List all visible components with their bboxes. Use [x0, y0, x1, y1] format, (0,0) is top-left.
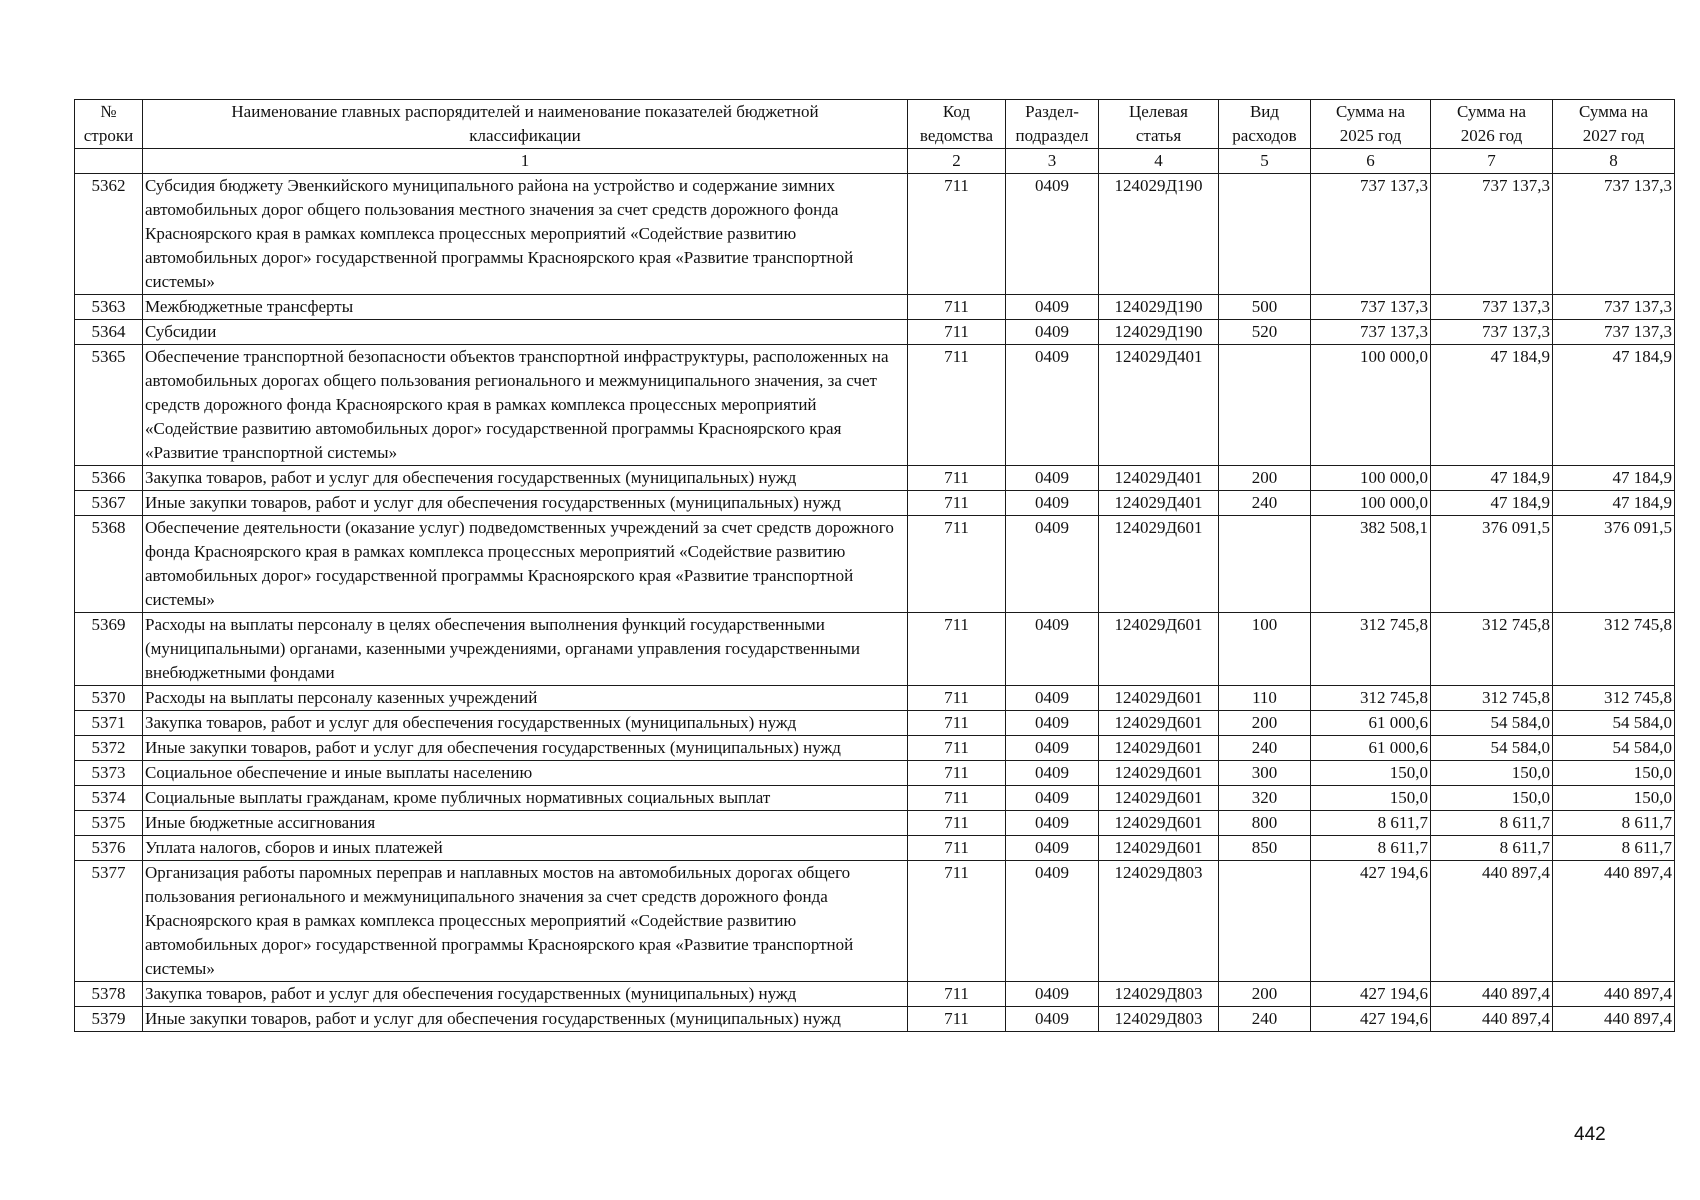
- row-sum-2027-cell: 8 611,7: [1553, 836, 1675, 861]
- table-row: [75, 982, 1675, 1007]
- row-dept-code-cell: 711: [908, 491, 1006, 516]
- row-dept-code-cell: 711: [908, 466, 1006, 491]
- row-sum-2025-cell: 427 194,6: [1311, 1007, 1431, 1032]
- row-number-cell: 5370: [75, 686, 143, 711]
- row-sum-2025-cell: 100 000,0: [1311, 345, 1431, 466]
- row-dept-code-cell: 711: [908, 786, 1006, 811]
- row-dept-code-cell: 711: [908, 711, 1006, 736]
- row-sum-2026-cell: 150,0: [1431, 761, 1553, 786]
- row-section-cell: 0409: [1006, 1007, 1099, 1032]
- row-sum-2027-cell: 376 091,5: [1553, 516, 1675, 613]
- row-expense-type-cell: [1219, 516, 1311, 613]
- row-sum-2025-cell: 737 137,3: [1311, 320, 1431, 345]
- row-sum-2025-cell: 312 745,8: [1311, 613, 1431, 686]
- row-sum-2026-cell: 8 611,7: [1431, 811, 1553, 836]
- row-section-cell: 0409: [1006, 736, 1099, 761]
- row-expense-type-cell: 100: [1219, 613, 1311, 686]
- row-name-cell: Субсидии: [143, 320, 908, 345]
- row-number-cell: 5369: [75, 613, 143, 686]
- header-target: Целевая статья: [1099, 100, 1219, 149]
- row-sum-2027-cell: 440 897,4: [1553, 982, 1675, 1007]
- row-target-cell: 124029Д803: [1099, 1007, 1219, 1032]
- row-target-cell: 124029Д601: [1099, 686, 1219, 711]
- table-row: [75, 320, 1675, 345]
- row-number-cell: 5366: [75, 466, 143, 491]
- table-row: [75, 786, 1675, 811]
- row-name-cell: Социальное обеспечение и иные выплаты населению: [143, 761, 908, 786]
- row-sum-2026-cell: 47 184,9: [1431, 491, 1553, 516]
- row-number-cell: 5364: [75, 320, 143, 345]
- table-row: [75, 516, 1675, 613]
- row-name-cell: Обеспечение деятельности (оказание услуг) подведомственных учреждений за счет средств дорожного фонда Красноярского края в рамках комплекса процессных мероприятий «Содействие развитию автомобильных дорог» государственной программы Красноярского края «Развитие транспортной системы»: [143, 516, 908, 613]
- row-sum-2027-cell: 737 137,3: [1553, 320, 1675, 345]
- column-index-2: 2: [908, 149, 1006, 174]
- row-sum-2026-cell: 312 745,8: [1431, 613, 1553, 686]
- row-target-cell: 124029Д190: [1099, 320, 1219, 345]
- row-target-cell: 124029Д601: [1099, 711, 1219, 736]
- row-number-cell: 5378: [75, 982, 143, 1007]
- row-expense-type-cell: 200: [1219, 711, 1311, 736]
- column-index-8: 8: [1553, 149, 1675, 174]
- table-row: [75, 466, 1675, 491]
- row-section-cell: 0409: [1006, 613, 1099, 686]
- row-expense-type-cell: 240: [1219, 491, 1311, 516]
- budget-table: [74, 99, 1675, 1032]
- header-dept-code: Код ведомства: [908, 100, 1006, 149]
- row-sum-2026-cell: 376 091,5: [1431, 516, 1553, 613]
- header-sum-2025: Сумма на 2025 год: [1311, 100, 1431, 149]
- row-section-cell: 0409: [1006, 466, 1099, 491]
- row-name-cell: Межбюджетные трансферты: [143, 295, 908, 320]
- row-number-cell: 5367: [75, 491, 143, 516]
- header-sum-2027: Сумма на 2027 год: [1553, 100, 1675, 149]
- row-sum-2026-cell: 737 137,3: [1431, 174, 1553, 295]
- row-target-cell: 124029Д190: [1099, 174, 1219, 295]
- row-expense-type-cell: 850: [1219, 836, 1311, 861]
- table-row: [75, 1007, 1675, 1032]
- row-dept-code-cell: 711: [908, 836, 1006, 861]
- row-sum-2025-cell: 382 508,1: [1311, 516, 1431, 613]
- row-sum-2026-cell: 312 745,8: [1431, 686, 1553, 711]
- table-row: [75, 295, 1675, 320]
- table-row: [75, 861, 1675, 982]
- row-name-cell: Иные закупки товаров, работ и услуг для обеспечения государственных (муниципальных) нужд: [143, 1007, 908, 1032]
- row-sum-2026-cell: 440 897,4: [1431, 982, 1553, 1007]
- row-section-cell: 0409: [1006, 295, 1099, 320]
- row-name-cell: Расходы на выплаты персоналу в целях обеспечения выполнения функций государственными (муниципальными) органами, казенными учреждениями, органами управления государственными внебюджетными фондами: [143, 613, 908, 686]
- row-expense-type-cell: 500: [1219, 295, 1311, 320]
- row-sum-2025-cell: 427 194,6: [1311, 982, 1431, 1007]
- row-target-cell: 124029Д401: [1099, 466, 1219, 491]
- row-number-cell: 5371: [75, 711, 143, 736]
- row-sum-2027-cell: 47 184,9: [1553, 466, 1675, 491]
- row-expense-type-cell: 240: [1219, 736, 1311, 761]
- row-dept-code-cell: 711: [908, 982, 1006, 1007]
- row-dept-code-cell: 711: [908, 516, 1006, 613]
- row-section-cell: 0409: [1006, 491, 1099, 516]
- row-sum-2027-cell: 47 184,9: [1553, 345, 1675, 466]
- row-sum-2027-cell: 54 584,0: [1553, 711, 1675, 736]
- row-sum-2025-cell: 61 000,6: [1311, 711, 1431, 736]
- row-name-cell: Организация работы паромных переправ и наплавных мостов на автомобильных дорогах общего пользования регионального и межмуниципального значения за счет средств дорожного фонда Красноярского края в рамках комплекса процессных мероприятий «Содействие развитию автомобильных дорог» государственной программы Красноярского края «Развитие транспортной системы»: [143, 861, 908, 982]
- row-name-cell: Иные закупки товаров, работ и услуг для обеспечения государственных (муниципальных) нужд: [143, 736, 908, 761]
- row-name-cell: Закупка товаров, работ и услуг для обеспечения государственных (муниципальных) нужд: [143, 711, 908, 736]
- row-sum-2026-cell: 737 137,3: [1431, 295, 1553, 320]
- row-sum-2027-cell: 8 611,7: [1553, 811, 1675, 836]
- row-section-cell: 0409: [1006, 711, 1099, 736]
- row-dept-code-cell: 711: [908, 686, 1006, 711]
- header-sum-2026: Сумма на 2026 год: [1431, 100, 1553, 149]
- row-dept-code-cell: 711: [908, 345, 1006, 466]
- row-number-cell: 5368: [75, 516, 143, 613]
- table-row: [75, 345, 1675, 466]
- row-sum-2026-cell: 8 611,7: [1431, 836, 1553, 861]
- row-target-cell: 124029Д601: [1099, 613, 1219, 686]
- row-target-cell: 124029Д601: [1099, 761, 1219, 786]
- row-dept-code-cell: 711: [908, 613, 1006, 686]
- row-name-cell: Уплата налогов, сборов и иных платежей: [143, 836, 908, 861]
- header-name: Наименование главных распорядителей и наименование показателей бюджетной классификации: [143, 100, 908, 149]
- row-sum-2027-cell: 54 584,0: [1553, 736, 1675, 761]
- table-row: [75, 836, 1675, 861]
- row-dept-code-cell: 711: [908, 761, 1006, 786]
- row-name-cell: Закупка товаров, работ и услуг для обеспечения государственных (муниципальных) нужд: [143, 466, 908, 491]
- row-expense-type-cell: 110: [1219, 686, 1311, 711]
- header-expense-type: Вид расходов: [1219, 100, 1311, 149]
- row-expense-type-cell: 300: [1219, 761, 1311, 786]
- row-sum-2025-cell: 8 611,7: [1311, 836, 1431, 861]
- row-sum-2025-cell: 100 000,0: [1311, 466, 1431, 491]
- row-name-cell: Расходы на выплаты персоналу казенных учреждений: [143, 686, 908, 711]
- row-section-cell: 0409: [1006, 686, 1099, 711]
- row-expense-type-cell: 200: [1219, 982, 1311, 1007]
- row-sum-2025-cell: 737 137,3: [1311, 174, 1431, 295]
- row-number-cell: 5365: [75, 345, 143, 466]
- row-sum-2026-cell: 47 184,9: [1431, 466, 1553, 491]
- row-section-cell: 0409: [1006, 982, 1099, 1007]
- row-expense-type-cell: 240: [1219, 1007, 1311, 1032]
- row-number-cell: 5377: [75, 861, 143, 982]
- row-dept-code-cell: 711: [908, 174, 1006, 295]
- row-sum-2026-cell: 440 897,4: [1431, 1007, 1553, 1032]
- row-expense-type-cell: [1219, 174, 1311, 295]
- row-sum-2026-cell: 54 584,0: [1431, 736, 1553, 761]
- row-sum-2027-cell: 737 137,3: [1553, 295, 1675, 320]
- row-dept-code-cell: 711: [908, 736, 1006, 761]
- row-sum-2027-cell: 312 745,8: [1553, 613, 1675, 686]
- header-row: [75, 100, 1675, 149]
- column-index-6: 6: [1311, 149, 1431, 174]
- row-expense-type-cell: 520: [1219, 320, 1311, 345]
- row-dept-code-cell: 711: [908, 1007, 1006, 1032]
- row-name-cell: Субсидия бюджету Эвенкийского муниципального района на устройство и содержание зимних автомобильных дорог общего пользования местного значения за счет средств дорожного фонда Красноярского края в рамках комплекса процессных мероприятий «Содействие развитию автомобильных дорог» государственной программы Красноярского края «Развитие транспортной системы»: [143, 174, 908, 295]
- row-sum-2025-cell: 150,0: [1311, 786, 1431, 811]
- row-target-cell: 124029Д401: [1099, 491, 1219, 516]
- row-sum-2027-cell: 737 137,3: [1553, 174, 1675, 295]
- row-sum-2027-cell: 312 745,8: [1553, 686, 1675, 711]
- row-target-cell: 124029Д601: [1099, 786, 1219, 811]
- row-target-cell: 124029Д803: [1099, 982, 1219, 1007]
- row-name-cell: Обеспечение транспортной безопасности объектов транспортной инфраструктуры, расположенных на автомобильных дорогах общего пользования регионального и межмуниципального значения, за счет средств дорожного фонда Красноярского края в рамках комплекса процессных мероприятий «Содействие развитию автомобильных дорог» государственной программы Красноярского края «Развитие транспортной системы»: [143, 345, 908, 466]
- row-section-cell: 0409: [1006, 861, 1099, 982]
- row-dept-code-cell: 711: [908, 295, 1006, 320]
- row-name-cell: Иные бюджетные ассигнования: [143, 811, 908, 836]
- header-section: Раздел- подраздел: [1006, 100, 1099, 149]
- row-number-cell: 5363: [75, 295, 143, 320]
- row-target-cell: 124029Д190: [1099, 295, 1219, 320]
- row-sum-2025-cell: 61 000,6: [1311, 736, 1431, 761]
- row-name-cell: Социальные выплаты гражданам, кроме публичных нормативных социальных выплат: [143, 786, 908, 811]
- row-target-cell: 124029Д401: [1099, 345, 1219, 466]
- row-target-cell: 124029Д601: [1099, 836, 1219, 861]
- row-sum-2025-cell: 100 000,0: [1311, 491, 1431, 516]
- table-row: [75, 491, 1675, 516]
- table-row: [75, 711, 1675, 736]
- row-name-cell: Закупка товаров, работ и услуг для обеспечения государственных (муниципальных) нужд: [143, 982, 908, 1007]
- row-dept-code-cell: 711: [908, 861, 1006, 982]
- row-sum-2025-cell: 8 611,7: [1311, 811, 1431, 836]
- table-row: [75, 686, 1675, 711]
- row-target-cell: 124029Д601: [1099, 516, 1219, 613]
- row-sum-2026-cell: 150,0: [1431, 786, 1553, 811]
- column-index-3: 3: [1006, 149, 1099, 174]
- table-row: [75, 761, 1675, 786]
- row-sum-2025-cell: 150,0: [1311, 761, 1431, 786]
- header-row-no: № строки: [75, 100, 143, 149]
- row-expense-type-cell: [1219, 861, 1311, 982]
- row-target-cell: 124029Д601: [1099, 811, 1219, 836]
- column-index-7: 7: [1431, 149, 1553, 174]
- row-sum-2025-cell: 427 194,6: [1311, 861, 1431, 982]
- row-sum-2026-cell: 737 137,3: [1431, 320, 1553, 345]
- table-row: [75, 811, 1675, 836]
- row-section-cell: 0409: [1006, 786, 1099, 811]
- row-number-cell: 5374: [75, 786, 143, 811]
- row-number-cell: 5379: [75, 1007, 143, 1032]
- row-name-cell: Иные закупки товаров, работ и услуг для обеспечения государственных (муниципальных) нужд: [143, 491, 908, 516]
- row-expense-type-cell: 320: [1219, 786, 1311, 811]
- row-section-cell: 0409: [1006, 174, 1099, 295]
- row-dept-code-cell: 711: [908, 811, 1006, 836]
- row-number-cell: 5373: [75, 761, 143, 786]
- column-index-4: 4: [1099, 149, 1219, 174]
- table-row: [75, 613, 1675, 686]
- row-section-cell: 0409: [1006, 320, 1099, 345]
- table-row: [75, 174, 1675, 295]
- row-expense-type-cell: 800: [1219, 811, 1311, 836]
- row-sum-2027-cell: 440 897,4: [1553, 861, 1675, 982]
- row-sum-2027-cell: 150,0: [1553, 786, 1675, 811]
- row-target-cell: 124029Д601: [1099, 736, 1219, 761]
- table-body: [75, 174, 1675, 1032]
- column-index-row: [75, 149, 1675, 174]
- row-sum-2026-cell: 54 584,0: [1431, 711, 1553, 736]
- row-expense-type-cell: [1219, 345, 1311, 466]
- column-index-1: 1: [143, 149, 908, 174]
- document-page: [74, 99, 1674, 1032]
- page-number: 442: [1574, 1124, 1606, 1145]
- row-sum-2026-cell: 440 897,4: [1431, 861, 1553, 982]
- row-sum-2027-cell: 150,0: [1553, 761, 1675, 786]
- row-number-cell: 5362: [75, 174, 143, 295]
- table-row: [75, 736, 1675, 761]
- row-sum-2026-cell: 47 184,9: [1431, 345, 1553, 466]
- row-sum-2027-cell: 440 897,4: [1553, 1007, 1675, 1032]
- column-index-5: 5: [1219, 149, 1311, 174]
- row-section-cell: 0409: [1006, 345, 1099, 466]
- row-section-cell: 0409: [1006, 761, 1099, 786]
- row-sum-2027-cell: 47 184,9: [1553, 491, 1675, 516]
- row-sum-2025-cell: 737 137,3: [1311, 295, 1431, 320]
- row-number-cell: 5376: [75, 836, 143, 861]
- row-expense-type-cell: 200: [1219, 466, 1311, 491]
- row-section-cell: 0409: [1006, 811, 1099, 836]
- row-target-cell: 124029Д803: [1099, 861, 1219, 982]
- row-section-cell: 0409: [1006, 836, 1099, 861]
- column-index-empty: [75, 149, 143, 174]
- row-number-cell: 5375: [75, 811, 143, 836]
- row-number-cell: 5372: [75, 736, 143, 761]
- row-dept-code-cell: 711: [908, 320, 1006, 345]
- row-section-cell: 0409: [1006, 516, 1099, 613]
- row-sum-2025-cell: 312 745,8: [1311, 686, 1431, 711]
